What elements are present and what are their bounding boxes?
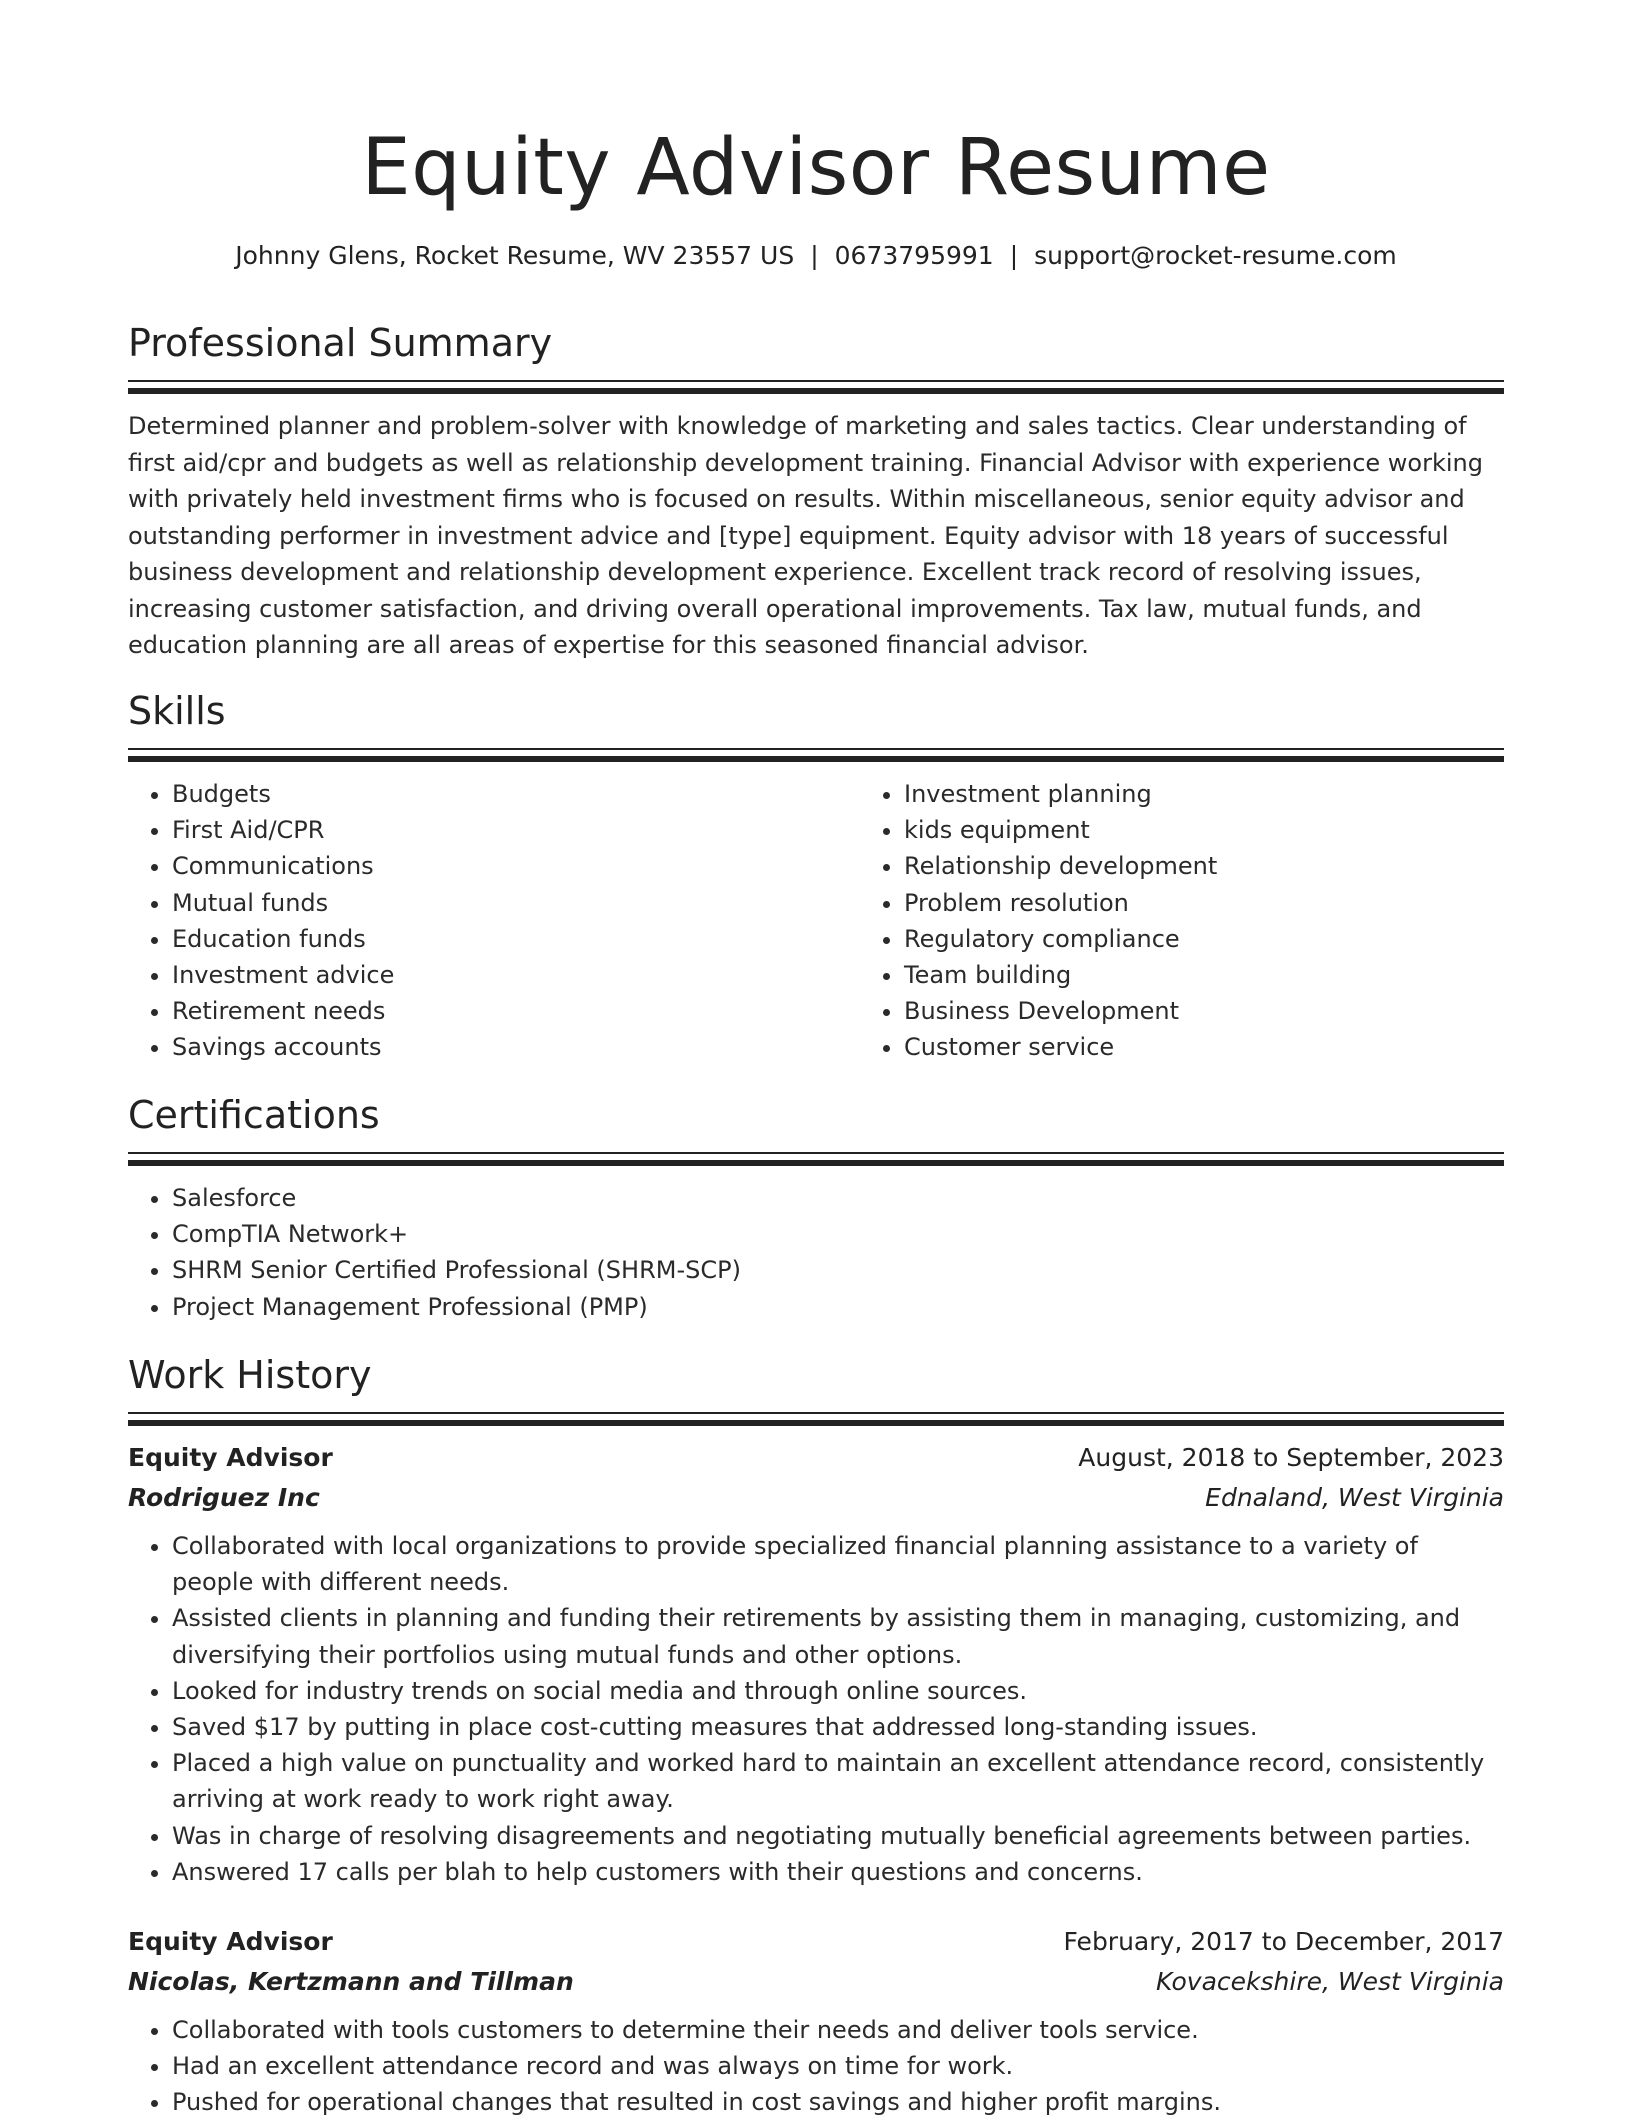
summary-text: Determined planner and problem-solver with knowledge of marketing and sales tactics. Clear understanding of first aid/cpr and budgets as well as relationship development training. Financial Advisor with experience working with privately held investment firms who is focused on results. Within miscellaneous, senior equity advisor and outstanding performer in investment advice and [type] equipment. Equity advisor with 18 years of successful business development and relationship development experience. Excellent track record of resolving issues, increasing customer satisfaction, and driving overall operational improvements. Tax law, mutual funds, and education planning are all areas of expertise for this seasoned financial advisor.: [128, 412, 1483, 659]
skill-item: • Team building: [904, 957, 1592, 993]
job-duty-item: • Saved $17 by putting in place cost-cutting measures that addressed long-standing issues.: [172, 1709, 1504, 1745]
job-entry: [128, 1438, 1504, 1890]
page-title: Equity Advisor Resume: [361, 123, 1271, 213]
certifications-heading: Certifications: [128, 1093, 380, 1137]
contact-separator: |: [1009, 241, 1019, 270]
skills-list-left: [128, 776, 860, 1066]
contact-address: Johnny Glens, Rocket Resume, WV 23557 US: [235, 241, 795, 270]
job-company-row: [128, 1478, 1504, 1518]
contact-email: support@rocket-resume.com: [1034, 241, 1397, 270]
certification-item: • SHRM Senior Certified Professional (SHRM-SCP): [172, 1252, 1504, 1288]
job-duties-list: [128, 1528, 1504, 1890]
job-duty-item: • Answered 17 calls per blah to help customers with their questions and concerns.: [172, 1854, 1504, 1890]
job-title: Equity Advisor: [128, 1927, 333, 1957]
certification-item: • CompTIA Network+: [172, 1216, 1504, 1252]
contact-separator: |: [810, 241, 819, 270]
job-duty-item: • Collaborated with local organizations to provide specialized financial planning assistance to a variety of people with different needs.: [172, 1528, 1504, 1600]
skill-item: • Investment advice: [172, 957, 860, 993]
skill-item: • First Aid/CPR: [172, 812, 860, 848]
job-dates: August, 2018 to September, 2023: [1078, 1443, 1504, 1472]
skills-list-right: [860, 776, 1592, 1066]
skills-section: [128, 686, 1504, 1066]
job-location: Ednaland, West Virginia: [1205, 1483, 1504, 1512]
section-divider: [128, 1412, 1504, 1426]
skill-item: • Communications: [172, 848, 860, 884]
job-company: Rodriguez Inc: [128, 1483, 320, 1512]
skill-item: • Mutual funds: [172, 885, 860, 921]
work-history-heading: Work History: [128, 1353, 372, 1397]
job-duty-item: • Looked for industry trends on social media and through online sources.: [172, 1673, 1504, 1709]
section-divider: [128, 748, 1504, 762]
job-header-row: [128, 1922, 1504, 1962]
job-header-row: [128, 1438, 1504, 1478]
job-dates: February, 2017 to December, 2017: [1063, 1927, 1504, 1957]
skill-item: • Business Development: [904, 993, 1592, 1029]
skill-item: • Problem resolution: [904, 885, 1592, 921]
certification-item: • Salesforce: [172, 1180, 1504, 1216]
skill-item: • Budgets: [172, 776, 860, 812]
job-duty-item: • Had an excellent attendance record and was always on time for work.: [172, 2048, 1504, 2084]
certifications-section: [128, 1090, 1504, 1325]
skill-item: • Savings accounts: [172, 1029, 860, 1065]
job-duties-list: [128, 2012, 1504, 2121]
job-duty-item: • Pushed for operational changes that resulted in cost savings and higher profit margins.: [172, 2084, 1504, 2120]
skill-item: • Investment planning: [904, 776, 1592, 812]
job-title: Equity Advisor: [128, 1443, 333, 1472]
job-entry: [128, 1922, 1504, 2121]
certification-item: • Project Management Professional (PMP): [172, 1289, 1504, 1325]
skills-heading: Skills: [128, 689, 226, 733]
section-divider: [128, 1152, 1504, 1166]
section-divider: [128, 380, 1504, 394]
job-duty-item: • Was in charge of resolving disagreements and negotiating mutually beneficial agreements between parties.: [172, 1818, 1504, 1854]
job-duty-item: • Placed a high value on punctuality and worked hard to maintain an excellent attendance record, consistently arriving at work ready to work right away.: [172, 1745, 1504, 1817]
summary-heading: Professional Summary: [128, 321, 553, 365]
skill-item: • Customer service: [904, 1029, 1592, 1065]
job-company-row: [128, 1962, 1504, 2002]
job-duty-item: • Assisted clients in planning and funding their retirements by assisting them in managing, customizing, and diversifying their portfolios using mutual funds and other options.: [172, 1600, 1504, 1672]
job-company: Nicolas, Kertzmann and Tillman: [128, 1967, 574, 1997]
contact-line: [128, 240, 1504, 272]
skills-columns: [128, 776, 1504, 1066]
job-duty-item: • Collaborated with tools customers to determine their needs and deliver tools service.: [172, 2012, 1504, 2048]
summary-section: [128, 318, 1504, 664]
skill-item: • Education funds: [172, 921, 860, 957]
skill-item: • Regulatory compliance: [904, 921, 1592, 957]
job-location: Kovacekshire, West Virginia: [1155, 1967, 1504, 1997]
skill-item: • Relationship development: [904, 848, 1592, 884]
contact-phone: 0673795991: [834, 241, 994, 270]
work-history-section: [128, 1350, 1504, 2121]
skill-item: • Retirement needs: [172, 993, 860, 1029]
skill-item: • kids equipment: [904, 812, 1592, 848]
certifications-list: [128, 1180, 1504, 1325]
